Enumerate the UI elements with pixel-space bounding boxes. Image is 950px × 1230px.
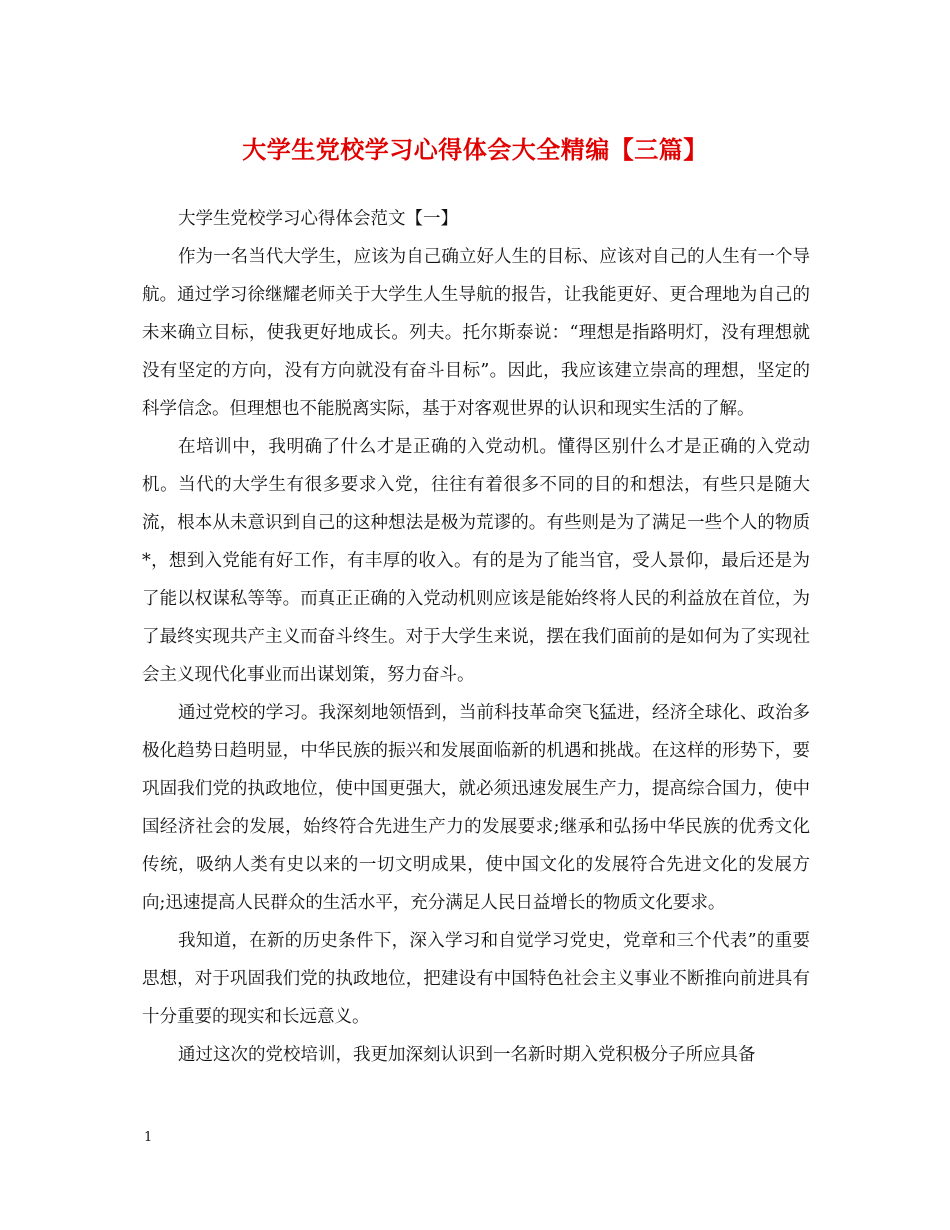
paragraph-4: 我知道，在新的历史条件下，深入学习和自觉学习党史，党章和三个代表”的重要思想，对于巩固我们党的执政地位，把建设有中国特色社会主义事业不断推向前进具有十分重要的现实和长远意义。	[142, 931, 810, 1027]
paragraph-3: 通过党校的学习。我深刻地领悟到，当前科技革命突飞猛进，经济全球化、政治多极化趋势日趋明显，中华民族的振兴和发展面临新的机遇和挑战。在这样的形势下，要巩固我们党的执政地位，使中国更强大，就必须迅速发展生产力，提高综合国力，使中国经济社会的发展，始终符合先进生产力的发展要求;继承和弘扬中华民族的优秀文化传统，吸纳人类有史以来的一切文明成果，使中国文化的发展符合先进文化的发展方向;迅速提高人民群众的生活水平，充分满足人民日益增长的物质文化要求。	[142, 703, 810, 913]
paragraph-5: 通过这次的党校培训，我更加深刻认识到一名新时期入党积极分子所应具备	[178, 1045, 756, 1065]
paragraph-2: 在培训中，我明确了什么才是正确的入党动机。懂得区别什么才是正确的入党动机。当代的大学生有很多要求入党，往往有着很多不同的目的和想法，有些只是随大流，根本从未意识到自己的这种想法是极为荒谬的。有些则是为了满足一些个人的物质*，想到入党能有好工作，有丰厚的收入。有的是为了能当官，受人景仰，最后还是为了能以权谋私等等。而真正正确的入党动机则应该是能始终将人民的利益放在首位，为了最终实现共产主义而奋斗终生。对于大学生来说，摆在我们面前的是如何为了实现社会主义现代化事业而出谋划策，努力奋斗。	[142, 437, 810, 685]
page-number: 1	[144, 1130, 153, 1145]
document-body	[142, 200, 810, 1074]
document-title: 大学生党校学习心得体会大全精编【三篇】	[242, 136, 708, 164]
section-subheading: 大学生党校学习心得体会范文【一】	[178, 209, 458, 229]
paragraph-1: 作为一名当代大学生，应该为自己确立好人生的目标、应该对自己的人生有一个导航。通过学习徐继耀老师关于大学生人生导航的报告，让我能更好、更合理地为自己的未来确立目标，使我更好地成长。列夫。托尔斯泰说：“理想是指路明灯，没有理想就没有坚定的方向，没有方向就没有奋斗目标”。因此，我应该建立崇高的理想，坚定的科学信念。但理想也不能脱离实际，基于对客观世界的认识和现实生活的了解。	[142, 247, 810, 419]
